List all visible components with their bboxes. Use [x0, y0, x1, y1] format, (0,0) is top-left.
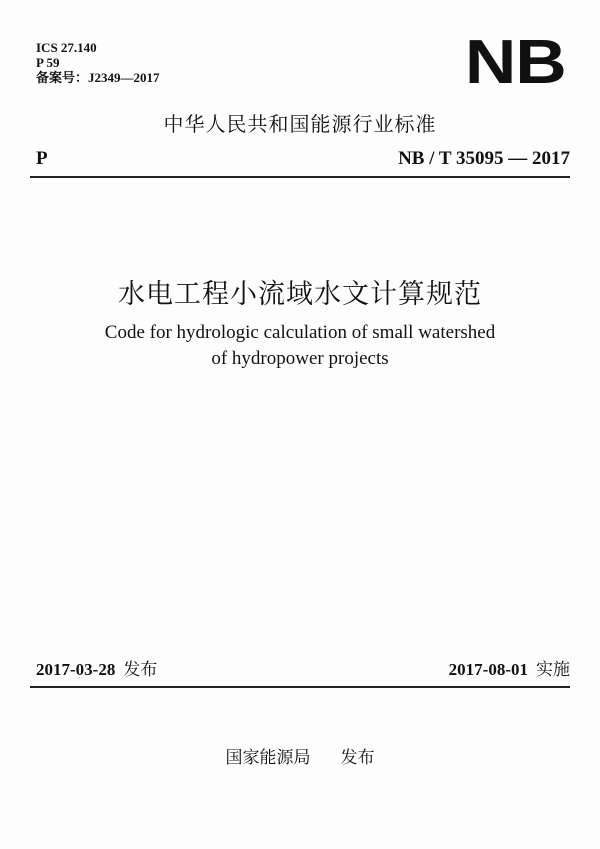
- implement-date-block: [449, 655, 570, 680]
- title-english-line-1: Code for hydrologic calculation of small watershed: [104, 322, 496, 343]
- publisher-name: 国家能源局: [225, 748, 311, 768]
- title-chinese: 水电工程小流域水文计算规范: [118, 279, 482, 310]
- publisher-action: 发布: [340, 748, 375, 768]
- title-english: [0, 320, 600, 372]
- implement-date: 2017-08-01: [448, 660, 528, 679]
- standard-category: P: [36, 148, 48, 169]
- title-english-line-2: of hydropower projects: [211, 348, 389, 369]
- issue-date-block: [36, 655, 157, 680]
- issuer-title: 中华人民共和国能源行业标准: [163, 112, 437, 136]
- issue-label: 发布: [123, 660, 158, 680]
- publisher-line: [0, 743, 600, 768]
- issue-date: 2017-03-28: [36, 660, 116, 679]
- classification-code: P 59: [36, 55, 60, 70]
- bottom-divider: [30, 686, 570, 688]
- standard-number: NB / T 35095 — 2017: [398, 148, 570, 169]
- ics-code: ICS 27.140: [36, 40, 97, 55]
- record-number: 备案号：J2349—2017: [36, 70, 160, 85]
- implement-label: 实施: [536, 660, 570, 680]
- metadata-block: [36, 40, 160, 85]
- top-divider: [30, 176, 570, 178]
- nb-logo: NB: [465, 28, 566, 97]
